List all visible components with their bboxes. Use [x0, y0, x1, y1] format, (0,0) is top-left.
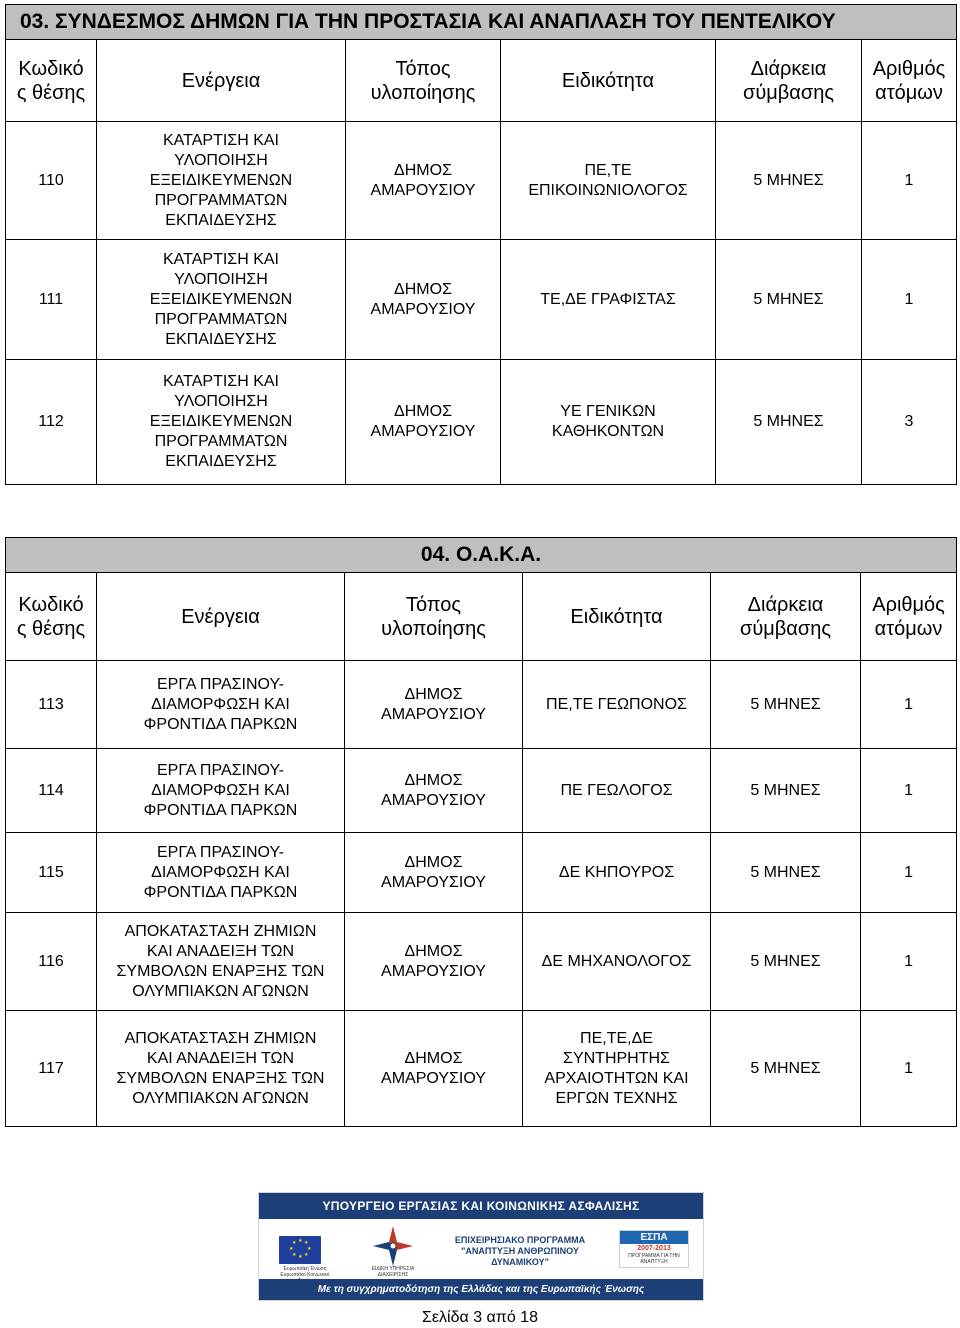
cell-specialty: ΔΕ ΚΗΠΟΥΡΟΣ — [523, 833, 711, 913]
cell-code: 117 — [6, 1011, 97, 1127]
program-title: ΕΠΙΧΕΙΡΗΣΙΑΚΟ ΠΡΟΓΡΑΜΜΑ "ΑΝΑΠΤΥΞΗ ΑΝΘΡΩΠΙΝΟΥ ΔΥΝΑΜΙΚΟΥ" — [454, 1235, 586, 1267]
cell-duration: 5 ΜΗΝΕΣ — [716, 360, 862, 485]
cell-code: 116 — [6, 913, 97, 1011]
cell-code: 110 — [6, 122, 97, 240]
cell-location: ΔΗΜΟΣ ΑΜΑΡΟΥΣΙΟΥ — [345, 661, 523, 749]
header-location: Τόπος υλοποίησης — [346, 40, 501, 122]
cell-duration: 5 ΜΗΝΕΣ — [716, 240, 862, 360]
compass-logo-icon — [371, 1224, 415, 1268]
funding-banner — [258, 1192, 704, 1301]
cell-code: 113 — [6, 661, 97, 749]
cell-code: 112 — [6, 360, 97, 485]
cell-duration: 5 ΜΗΝΕΣ — [711, 661, 861, 749]
cell-count: 1 — [862, 240, 957, 360]
cell-specialty: ΠΕ,ΤΕ,ΔΕ ΣΥΝΤΗΡΗΤΗΣ ΑΡΧΑΙΟΤΗΤΩΝ ΚΑΙ ΕΡΓΩΝ ΤΕΧΝΗΣ — [523, 1011, 711, 1127]
cell-count: 1 — [861, 1011, 957, 1127]
section-03-table — [5, 4, 957, 485]
table-row — [6, 661, 957, 749]
cell-count: 1 — [861, 913, 957, 1011]
cell-count: 1 — [861, 833, 957, 913]
header-count: Αριθμός ατόμων — [862, 40, 957, 122]
espa-logo — [619, 1230, 689, 1268]
cofunding-text: Με τη συγχρηματοδότηση της Ελλάδας και της Ευρωπαϊκής Ένωσης — [259, 1279, 703, 1300]
table-row — [6, 240, 957, 360]
cell-action: ΚΑΤΑΡΤΙΣΗ ΚΑΙ ΥΛΟΠΟΙΗΣΗ ΕΞΕΙΔΙΚΕΥΜΕΝΩΝ ΠΡΟΓΡΑΜΜΑΤΩΝ ΕΚΠΑΙΔΕΥΣΗΣ — [97, 240, 346, 360]
table-row — [6, 833, 957, 913]
section-04-table — [5, 537, 957, 1127]
cell-specialty: ΠΕ,ΤΕ ΓΕΩΠΟΝΟΣ — [523, 661, 711, 749]
cell-count: 1 — [861, 749, 957, 833]
cell-duration: 5 ΜΗΝΕΣ — [716, 122, 862, 240]
compass-label: ΕΙΔΙΚΗ ΥΠΗΡΕΣΙΑ ΔΙΑΧΕΙΡΙΣΗΣ — [371, 1266, 415, 1278]
cell-duration: 5 ΜΗΝΕΣ — [711, 1011, 861, 1127]
ministry-header: ΥΠΟΥΡΓΕΙΟ ΕΡΓΑΣΙΑΣ ΚΑΙ ΚΟΙΝΩΝΙΚΗΣ ΑΣΦΑΛΙΣΗΣ — [259, 1193, 703, 1219]
cell-specialty: ΥΕ ΓΕΝΙΚΩΝ ΚΑΘΗΚΟΝΤΩΝ — [501, 360, 716, 485]
espa-years: 2007-2013 — [637, 1245, 671, 1252]
cell-code: 115 — [6, 833, 97, 913]
header-duration: Διάρκεια σύμβασης — [716, 40, 862, 122]
header-code: Κωδικό ς θέσης — [6, 40, 97, 122]
cell-specialty: ΤΕ,ΔΕ ΓΡΑΦΙΣΤΑΣ — [501, 240, 716, 360]
cell-duration: 5 ΜΗΝΕΣ — [711, 913, 861, 1011]
header-duration: Διάρκεια σύμβασης — [711, 573, 861, 661]
cell-location: ΔΗΜΟΣ ΑΜΑΡΟΥΣΙΟΥ — [345, 833, 523, 913]
section-title: 03. ΣΥΝΔΕΣΜΟΣ ΔΗΜΩΝ ΓΙΑ ΤΗΝ ΠΡΟΣΤΑΣΙΑ ΚΑΙ ΑΝΑΠΛΑΣΗ ΤΟΥ ΠΕΝΤΕΛΙΚΟΥ — [6, 5, 957, 40]
header-count: Αριθμός ατόμων — [861, 573, 957, 661]
cell-action: ΕΡΓΑ ΠΡΑΣΙΝΟΥ- ΔΙΑΜΟΡΦΩΣΗ ΚΑΙ ΦΡΟΝΤΙΔΑ ΠΑΡΚΩΝ — [97, 661, 345, 749]
cell-location: ΔΗΜΟΣ ΑΜΑΡΟΥΣΙΟΥ — [346, 360, 501, 485]
table-row — [6, 1011, 957, 1127]
cell-action: ΕΡΓΑ ΠΡΑΣΙΝΟΥ- ΔΙΑΜΟΡΦΩΣΗ ΚΑΙ ΦΡΟΝΤΙΔΑ ΠΑΡΚΩΝ — [97, 749, 345, 833]
cell-duration: 5 ΜΗΝΕΣ — [711, 833, 861, 913]
table-row — [6, 122, 957, 240]
eu-label: Ευρωπαϊκή Ένωση Ευρωπαϊκό Κοινωνικό — [280, 1266, 330, 1278]
cell-location: ΔΗΜΟΣ ΑΜΑΡΟΥΣΙΟΥ — [346, 240, 501, 360]
header-action: Ενέργεια — [97, 573, 345, 661]
cell-location: ΔΗΜΟΣ ΑΜΑΡΟΥΣΙΟΥ — [345, 913, 523, 1011]
cell-location: ΔΗΜΟΣ ΑΜΑΡΟΥΣΙΟΥ — [345, 749, 523, 833]
cell-location: ΔΗΜΟΣ ΑΜΑΡΟΥΣΙΟΥ — [346, 122, 501, 240]
cell-code: 114 — [6, 749, 97, 833]
table-row — [6, 913, 957, 1011]
cell-duration: 5 ΜΗΝΕΣ — [711, 749, 861, 833]
table-row — [6, 749, 957, 833]
header-code: Κωδικό ς θέσης — [6, 573, 97, 661]
cell-action: ΚΑΤΑΡΤΙΣΗ ΚΑΙ ΥΛΟΠΟΙΗΣΗ ΕΞΕΙΔΙΚΕΥΜΕΝΩΝ ΠΡΟΓΡΑΜΜΑΤΩΝ ΕΚΠΑΙΔΕΥΣΗΣ — [97, 122, 346, 240]
logo-row — [259, 1220, 703, 1278]
cell-count: 1 — [861, 661, 957, 749]
header-specialty: Ειδικότητα — [501, 40, 716, 122]
cell-location: ΔΗΜΟΣ ΑΜΑΡΟΥΣΙΟΥ — [345, 1011, 523, 1127]
cell-action: ΑΠΟΚΑΤΑΣΤΑΣΗ ΖΗΜΙΩΝ ΚΑΙ ΑΝΑΔΕΙΞΗ ΤΩΝ ΣΥΜΒΟΛΩΝ ΕΝΑΡΞΗΣ ΤΩΝ ΟΛΥΜΠΙΑΚΩΝ ΑΓΩΝΩΝ — [97, 913, 345, 1011]
espa-title: ΕΣΠΑ — [620, 1231, 688, 1244]
cell-count: 1 — [862, 122, 957, 240]
eu-flag-icon: ★ ★ ★ ★ ★ ★ ★ ★ — [279, 1236, 321, 1264]
cell-count: 3 — [862, 360, 957, 485]
page-number: Σελίδα 3 από 18 — [422, 1309, 538, 1326]
espa-subtitle: ΠΡΟΓΡΑΜΜΑ ΓΙΑ ΤΗΝ ΑΝΑΠΤΥΞΗ — [628, 1253, 680, 1265]
cell-action: ΑΠΟΚΑΤΑΣΤΑΣΗ ΖΗΜΙΩΝ ΚΑΙ ΑΝΑΔΕΙΞΗ ΤΩΝ ΣΥΜΒΟΛΩΝ ΕΝΑΡΞΗΣ ΤΩΝ ΟΛΥΜΠΙΑΚΩΝ ΑΓΩΝΩΝ — [97, 1011, 345, 1127]
cell-specialty: ΔΕ ΜΗΧΑΝΟΛΟΓΟΣ — [523, 913, 711, 1011]
cell-specialty: ΠΕ ΓΕΩΛΟΓΟΣ — [523, 749, 711, 833]
table-row — [6, 360, 957, 485]
cell-action: ΚΑΤΑΡΤΙΣΗ ΚΑΙ ΥΛΟΠΟΙΗΣΗ ΕΞΕΙΔΙΚΕΥΜΕΝΩΝ ΠΡΟΓΡΑΜΜΑΤΩΝ ΕΚΠΑΙΔΕΥΣΗΣ — [97, 360, 346, 485]
section-title: 04. Ο.Α.Κ.Α. — [6, 538, 957, 573]
header-action: Ενέργεια — [97, 40, 346, 122]
cell-code: 111 — [6, 240, 97, 360]
cell-specialty: ΠΕ,ΤΕ ΕΠΙΚΟΙΝΩΝΙΟΛΟΓΟΣ — [501, 122, 716, 240]
header-specialty: Ειδικότητα — [523, 573, 711, 661]
header-location: Τόπος υλοποίησης — [345, 573, 523, 661]
cell-action: ΕΡΓΑ ΠΡΑΣΙΝΟΥ- ΔΙΑΜΟΡΦΩΣΗ ΚΑΙ ΦΡΟΝΤΙΔΑ ΠΑΡΚΩΝ — [97, 833, 345, 913]
